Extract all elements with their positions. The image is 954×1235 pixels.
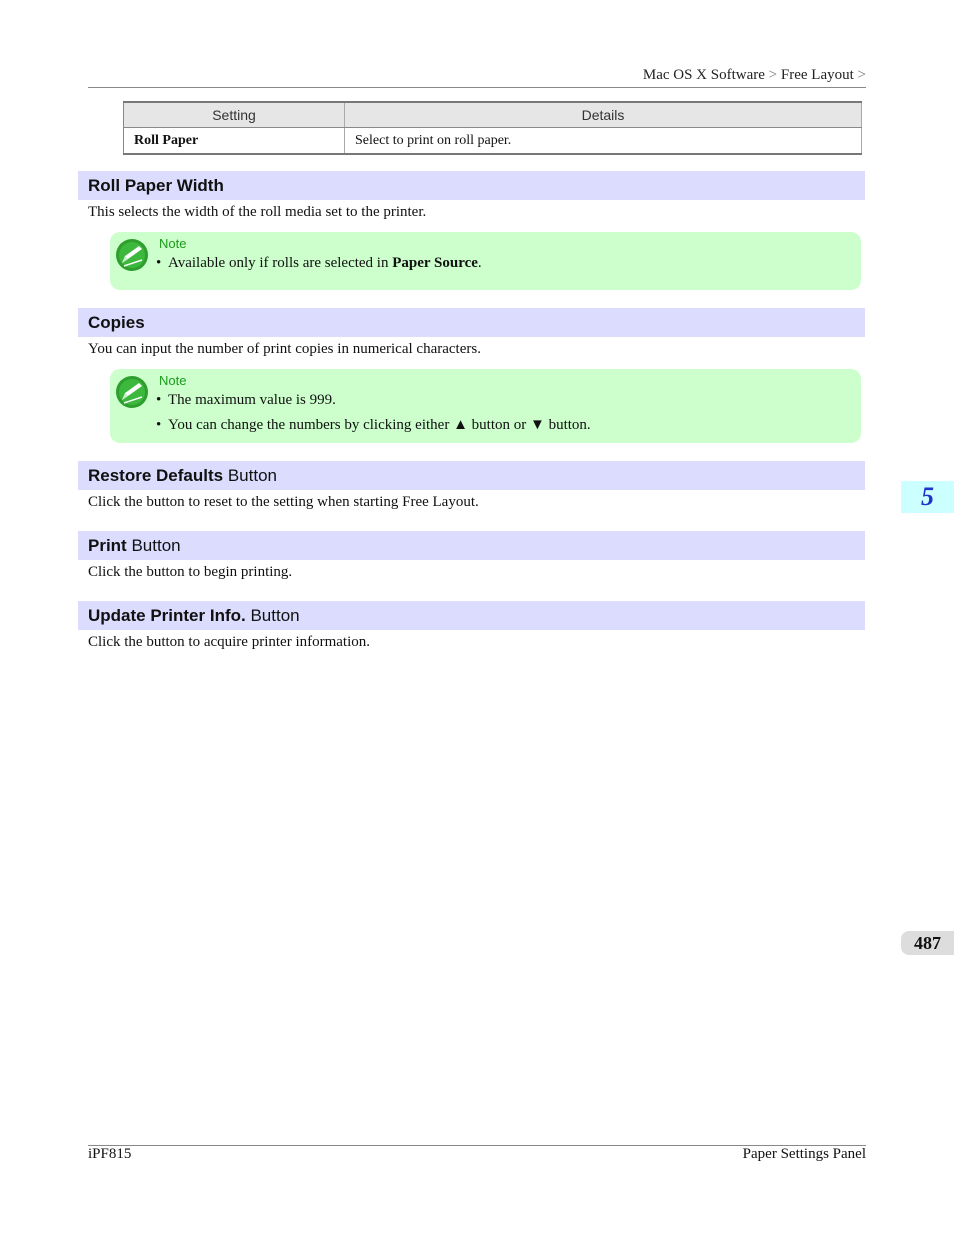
note-item	[156, 255, 482, 272]
section-heading-restore-defaults	[78, 461, 865, 490]
section-body-update-printer-info: Click the button to acquire printer information.	[88, 634, 371, 650]
section-body-restore-defaults: Click the button to reset to the setting when starting Free Layout.	[88, 494, 479, 510]
chapter-tab[interactable]: 5	[901, 481, 954, 513]
table-cell-setting: Roll Paper	[124, 128, 345, 155]
breadcrumb-separator: >	[768, 67, 778, 83]
table-cell-details: Select to print on roll paper.	[345, 128, 862, 155]
header-divider	[88, 87, 866, 88]
breadcrumb	[643, 67, 866, 84]
note-text: The maximum value is 999.	[168, 392, 336, 408]
section-title-bold: Print	[88, 536, 127, 555]
bullet: •	[156, 255, 162, 271]
section-heading-copies	[78, 308, 865, 337]
breadcrumb-item-mac-os-x-software[interactable]: Mac OS X Software	[642, 67, 765, 83]
section-title-bold: Update Printer Info.	[88, 606, 246, 625]
footer-section-title: Paper Settings Panel	[742, 1146, 866, 1162]
note-label: Note	[159, 236, 187, 251]
footer-model: iPF815	[88, 1146, 132, 1162]
section-body-print: Click the button to begin printing.	[88, 564, 293, 580]
pencil-note-icon	[115, 375, 149, 409]
note-box-roll-paper-width	[110, 232, 861, 290]
note-text: .	[477, 255, 482, 271]
section-title-rest: Button	[126, 536, 181, 555]
pencil-note-icon	[115, 238, 149, 272]
section-title: Copies	[88, 313, 145, 332]
section-heading-print	[78, 531, 865, 560]
note-label: Note	[159, 373, 187, 388]
note-item	[156, 392, 336, 409]
bullet: •	[156, 392, 162, 408]
table-row	[124, 128, 862, 155]
section-title-rest: Button	[245, 606, 300, 625]
table-header-details: Details	[345, 102, 862, 128]
section-heading-roll-paper-width	[78, 171, 865, 200]
section-heading-update-printer-info	[78, 601, 865, 630]
page-number-tab: 487	[901, 931, 954, 955]
section-title-bold: Restore Defaults	[88, 466, 224, 485]
section-title: Roll Paper Width	[88, 176, 224, 195]
note-text: Available only if rolls are selected in	[168, 255, 393, 271]
breadcrumb-separator: >	[857, 67, 866, 83]
settings-table	[123, 101, 862, 155]
section-body-copies: You can input the number of print copies in numerical characters.	[88, 341, 481, 357]
table-header-row	[124, 102, 862, 128]
breadcrumb-item-free-layout[interactable]: Free Layout	[780, 67, 854, 83]
note-text-bold: Paper Source	[392, 255, 478, 271]
note-box-copies	[110, 369, 861, 443]
section-body-roll-paper-width: This selects the width of the roll media set to the printer.	[88, 204, 427, 220]
note-text: You can change the numbers by clicking either ▲ button or ▼ button.	[168, 417, 591, 433]
note-item	[156, 417, 591, 434]
section-title-rest: Button	[223, 466, 277, 485]
table-header-setting: Setting	[124, 102, 345, 128]
bullet: •	[156, 417, 162, 433]
